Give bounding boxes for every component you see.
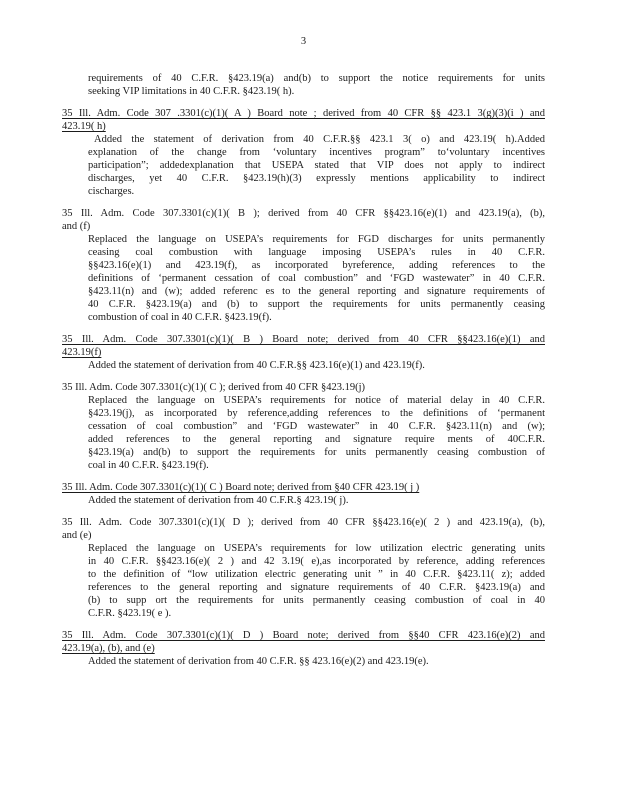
page-number: 3 xyxy=(300,36,307,47)
text-line: §423.19(j), as incorporated by reference,adding references to the definitions of ‘permanent xyxy=(88,408,545,419)
text-line: definitions of ‘permanent cessation of coal combustion” and ‘FGD wastewater” in 40 C.F.R. xyxy=(88,273,545,284)
text-line: Replaced the language on USEPA’s requirements for low utilization electric generating units xyxy=(88,543,545,554)
text-line: 423.19(a), (b), and (e) xyxy=(62,643,155,654)
text-line: C.F.R. §423.19( e ). xyxy=(88,608,172,619)
section-heading xyxy=(62,207,545,233)
text-line: in 40 C.F.R. §§423.16(e)( 2 ) and 42 3.19( e),as incorporated by reference, adding references xyxy=(88,556,545,567)
text-line: 35 Ill. Adm. Code 307.3301(c)(1)( D ) Board note; derived from §§40 CFR 423.16(e)(2) and xyxy=(62,630,545,641)
text-line: §423.11(n) and (w); added referenc es to the general reporting and signature requirements of xyxy=(88,286,545,297)
text-line: 35 Ill. Adm. Code 307.3301(c)(1)( B ) Board note; derived from 40 CFR §§423.16(e)(1) and xyxy=(62,334,545,345)
text-line: 423.19(f) xyxy=(62,347,102,358)
text-line: coal in 40 C.F.R. §423.19(f). xyxy=(88,460,209,471)
text-line: combustion of coal in 40 C.F.R. §423.19(f). xyxy=(88,312,272,323)
text-line: and (f) xyxy=(62,221,91,232)
text-line: ceasing coal combustion with language imposing USEPA’s rules in 40 C.F.R. xyxy=(88,247,545,258)
paragraph xyxy=(88,359,545,372)
text-line: §§423.16(e)(1) and 423.19(f), as incorporated byreference, adding references to the xyxy=(88,260,545,271)
text-line: 35 Ill. Adm. Code 307.3301(c)(1)( B ); derived from 40 CFR §§423.16(e)(1) and 423.19(a), (b), xyxy=(62,208,545,219)
text-line: to the definition of “low utilization electric generating unit ” in 40 C.F.R. §423.11( z); added xyxy=(88,569,545,580)
text-line: §423.19(a) and(b) to support the requirements for units permanently ceasing combustion of xyxy=(88,447,545,458)
text-line: Replaced the language on USEPA’s requirements for FGD discharges for units permanently xyxy=(88,234,545,245)
text-line: 35 Ill. Adm. Code 307.3301(c)(1)( C ); derived from 40 CFR §423.19(j) xyxy=(62,382,366,393)
text-line: Added the statement of derivation from 40 C.F.R.§§ 423.16(e)(1) and 423.19(f). xyxy=(88,360,425,371)
section-heading xyxy=(62,516,545,542)
text-line: requirements of 40 C.F.R. §423.19(a) and(b) to support the notice requirements for units xyxy=(88,73,545,84)
text-line: 35 Ill. Adm. Code 307.3301(c)(1)( D ); derived from 40 CFR §§423.16(e)( 2 ) and 423.19(a), (b), xyxy=(62,517,545,528)
text-line: cessation of coal combustion” and ‘FGD wastewater” in 40 C.F.R. §423.11(n) and (w); xyxy=(88,421,545,432)
text-line: Added the statement of derivation from 40 C.F.R.§§ 423.1 3( o) and 423.19( h).Added xyxy=(94,134,545,145)
paragraph xyxy=(88,542,545,620)
text-line: and (e) xyxy=(62,530,92,541)
paragraph xyxy=(88,655,545,668)
text-line: seeking VIP limitations in 40 C.F.R. §423.19( h). xyxy=(88,86,295,97)
text-line: cischarges. xyxy=(88,186,135,197)
text-line: discharges, yet 40 C.F.R. §423.19(h)(3) expressly mentions applicability to indirect xyxy=(88,173,545,184)
text-line: references to the general reporting and signature requirements of 40 C.F.R. §423.19(a) and xyxy=(88,582,545,593)
text-line: 40 C.F.R. §423.19(a) and (b) to support the requirements for units permanently ceasing xyxy=(88,299,545,310)
paragraph xyxy=(88,394,545,472)
document-page xyxy=(62,0,545,668)
text-line: participation”; addedexplanation that USEPA stated that VIP does not apply to indirect xyxy=(88,160,545,171)
text-line: added references to the general reporting and signature require ments of 40C.F.R. xyxy=(88,434,545,445)
text-line: Replaced the language on USEPA’s requirements for notice of material delay in 40 C.F.R. xyxy=(88,395,545,406)
text-line: 35 Ill. Adm. Code 307.3301(c)(1)( C ) Board note; derived from §40 CFR 423.19( j ) xyxy=(62,482,420,493)
paragraph xyxy=(88,233,545,324)
section-heading xyxy=(62,107,545,133)
text-line: 35 Ill. Adm. Code 307 .3301(c)(1)( A ) Board note ; derived from 40 CFR §§ 423.1 3(g)(3)(i ) and xyxy=(62,108,545,119)
paragraph xyxy=(88,72,545,98)
section-heading xyxy=(62,333,545,359)
section-heading xyxy=(62,381,545,394)
text-line: Added the statement of derivation from 40 C.F.R. §§ 423.16(e)(2) and 423.19(e). xyxy=(88,656,429,667)
text-line: (b) to supp ort the requirements for units permanently ceasing combustion of coal in 40 xyxy=(88,595,545,606)
text-line: 423.19( h) xyxy=(62,121,106,132)
section-heading xyxy=(62,481,545,494)
section-heading xyxy=(62,629,545,655)
paragraph xyxy=(88,133,545,198)
paragraph xyxy=(88,494,545,507)
text-line: explanation of the change from ‘voluntary incentives program” to‘voluntary incentives xyxy=(88,147,545,158)
text-line: Added the statement of derivation from 40 C.F.R.§ 423.19( j). xyxy=(88,495,349,506)
document-blocks xyxy=(62,72,545,668)
